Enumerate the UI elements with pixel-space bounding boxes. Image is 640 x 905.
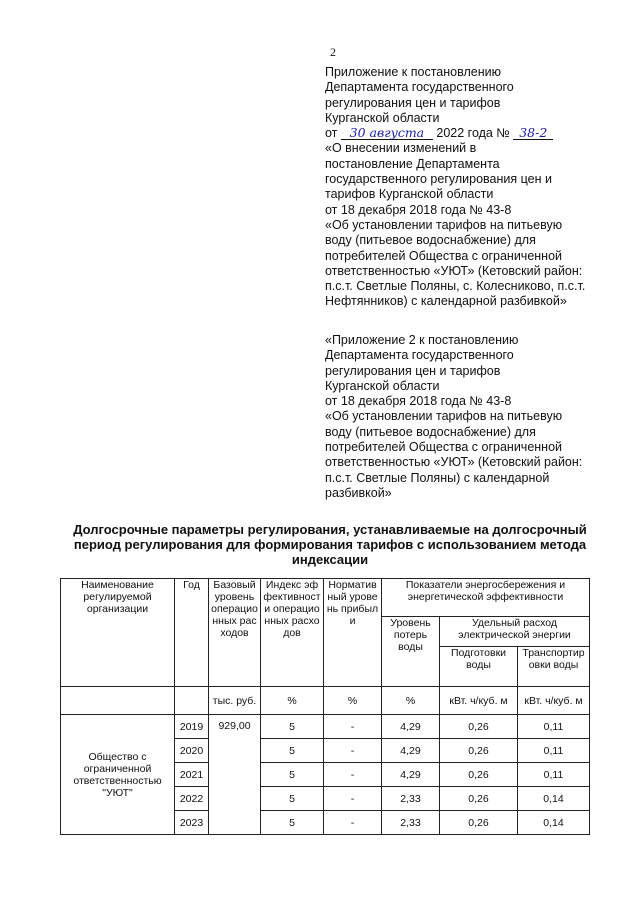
appendix2-line: п.с.т. Светлые Поляны) с календарной bbox=[325, 470, 550, 485]
appendix-line: Нефтянников) с календарной разбивкой» bbox=[325, 294, 567, 309]
cell-norm: - bbox=[324, 787, 382, 811]
date-suffix: 2022 года № bbox=[436, 126, 510, 141]
page-number: 2 bbox=[330, 45, 336, 59]
header-year: Год bbox=[175, 579, 209, 687]
unit-loss: % bbox=[382, 687, 440, 715]
cell-base-value: 929,00 bbox=[209, 715, 261, 835]
unit-transportation: кВт. ч/куб. м bbox=[518, 687, 590, 715]
header-efficiency-index: Индекс эффективности операционных расходов bbox=[261, 579, 324, 687]
appendix-line: ответственностью «УЮТ» (Кетовский район: bbox=[325, 263, 583, 278]
appendix-line: от 18 декабря 2018 года № 43-8 bbox=[325, 202, 512, 217]
appendix2-line: потребителей Общества с ограниченной bbox=[325, 440, 563, 455]
cell-norm: - bbox=[324, 763, 382, 787]
appendix2-line: Департамента государственного bbox=[325, 348, 514, 363]
appendix-header bbox=[325, 65, 615, 310]
header-profit-norm: Нормативный уровень прибыли bbox=[324, 579, 382, 687]
cell-index: 5 bbox=[261, 787, 324, 811]
appendix2-header bbox=[325, 333, 615, 501]
cell-loss: 4,29 bbox=[382, 763, 440, 787]
cell-transportation: 0,11 bbox=[518, 739, 590, 763]
cell-transportation: 0,11 bbox=[518, 715, 590, 739]
appendix-line: Приложение к постановлению bbox=[325, 65, 501, 79]
appendix2-line: регулирования цен и тарифов bbox=[325, 363, 501, 378]
cell-preparation: 0,26 bbox=[440, 787, 518, 811]
organization-name: Общество с ограниченной ответственностью "УЮТ" bbox=[61, 715, 175, 835]
appendix-line: «Об установлении тарифов на питьевую bbox=[325, 217, 563, 232]
appendix-line: «О внесении изменений в bbox=[325, 141, 477, 156]
appendix-line: потребителей Общества с ограниченной bbox=[325, 248, 563, 263]
appendix2-line: от 18 декабря 2018 года № 43-8 bbox=[325, 394, 512, 409]
appendix2-line: «Приложение 2 к постановлению bbox=[325, 333, 519, 347]
cell-index: 5 bbox=[261, 739, 324, 763]
appendix2-line: ответственностью «УЮТ» (Кетовский район: bbox=[325, 455, 583, 470]
title-line: период регулирования для формирования тарифов с использованием метода bbox=[73, 537, 587, 552]
unit-empty bbox=[175, 687, 209, 715]
cell-year: 2019 bbox=[175, 715, 209, 739]
unit-index: % bbox=[261, 687, 324, 715]
unit-preparation: кВт. ч/куб. м bbox=[440, 687, 518, 715]
units-row bbox=[61, 687, 590, 715]
appendix-line: постановление Департамента bbox=[325, 156, 500, 171]
cell-year: 2023 bbox=[175, 811, 209, 835]
appendix-line: государственного регулирования цен и bbox=[325, 172, 552, 187]
appendix-line: тарифов Курганской области bbox=[325, 187, 494, 202]
title-line: индексации bbox=[291, 552, 369, 567]
appendix-line: п.с.т. Светлые Поляны, с. Колесниково, п.с.т. bbox=[325, 279, 586, 294]
appendix2-line: «Об установлении тарифов на питьевую bbox=[325, 409, 563, 424]
appendix2-line: Курганской области bbox=[325, 378, 440, 393]
cell-norm: - bbox=[324, 715, 382, 739]
parameters-table bbox=[60, 578, 590, 835]
cell-index: 5 bbox=[261, 811, 324, 835]
handwritten-number: 38-2 bbox=[513, 126, 553, 140]
cell-loss: 4,29 bbox=[382, 739, 440, 763]
cell-transportation: 0,14 bbox=[518, 787, 590, 811]
header-energy: Показатели энергосбережения и энергетической эффективности bbox=[382, 579, 590, 617]
header-water-loss: Уровень потерь воды bbox=[382, 617, 440, 687]
table-row bbox=[61, 715, 590, 739]
cell-year: 2022 bbox=[175, 787, 209, 811]
appendix-line: Курганской области bbox=[325, 110, 440, 125]
header-transportation: Транспортировки воды bbox=[518, 647, 590, 687]
cell-loss: 2,33 bbox=[382, 811, 440, 835]
appendix-date-line bbox=[325, 126, 615, 141]
header-preparation: Подготовки воды bbox=[440, 647, 518, 687]
cell-preparation: 0,26 bbox=[440, 763, 518, 787]
handwritten-date: 30 августа bbox=[341, 126, 433, 140]
appendix-line: регулирования цен и тарифов bbox=[325, 95, 501, 110]
cell-transportation: 0,14 bbox=[518, 811, 590, 835]
appendix-line: Департамента государственного bbox=[325, 80, 514, 95]
appendix2-line: воду (питьевое водоснабжение) для bbox=[325, 424, 536, 439]
cell-norm: - bbox=[324, 739, 382, 763]
header-row bbox=[61, 579, 590, 617]
cell-preparation: 0,26 bbox=[440, 739, 518, 763]
cell-index: 5 bbox=[261, 763, 324, 787]
appendix2-line: разбивкой» bbox=[325, 485, 392, 500]
cell-index: 5 bbox=[261, 715, 324, 739]
cell-loss: 4,29 bbox=[382, 715, 440, 739]
cell-norm: - bbox=[324, 811, 382, 835]
header-organization: Наименование регулируемой организации bbox=[61, 579, 175, 687]
appendix-line: воду (питьевое водоснабжение) для bbox=[325, 233, 536, 248]
unit-base: тыс. руб. bbox=[209, 687, 261, 715]
cell-loss: 2,33 bbox=[382, 787, 440, 811]
table-title bbox=[60, 522, 600, 567]
cell-preparation: 0,26 bbox=[440, 811, 518, 835]
cell-preparation: 0,26 bbox=[440, 715, 518, 739]
cell-year: 2021 bbox=[175, 763, 209, 787]
cell-transportation: 0,11 bbox=[518, 763, 590, 787]
title-line: Долгосрочные параметры регулирования, устанавливаемые на долгосрочный bbox=[73, 522, 587, 537]
unit-empty bbox=[61, 687, 175, 715]
date-prefix: от bbox=[325, 126, 338, 141]
cell-year: 2020 bbox=[175, 739, 209, 763]
unit-norm: % bbox=[324, 687, 382, 715]
header-base-costs: Базовый уровень операционных расходов bbox=[209, 579, 261, 687]
header-specific-energy: Удельный расход электрической энергии bbox=[440, 617, 590, 647]
